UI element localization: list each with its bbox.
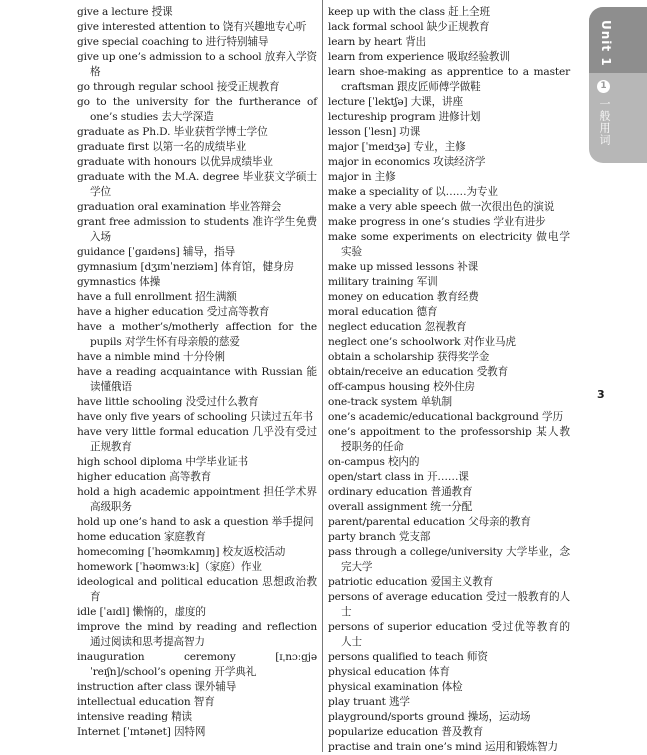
glossary-entry: ordinary education 普通教育 — [328, 486, 473, 498]
glossary-entry: instruction after class 课外辅导 — [77, 681, 237, 693]
glossary-entry: home education 家庭教育 — [77, 531, 206, 543]
glossary-entry: learn shoe-making as apprentice to a master craftsman 跟皮匠师傅学做鞋 — [328, 66, 570, 93]
glossary-entry: open/start class in 开……课 — [328, 471, 469, 483]
glossary-entry: neglect education 忽视教育 — [328, 321, 467, 333]
glossary-entry: go through regular school 接受正规教育 — [77, 81, 280, 93]
glossary-entry: have very little formal education 几乎没有受过正规教育 — [77, 426, 317, 453]
glossary-entry: give interested attention to 饶有兴趣地专心听 — [77, 21, 307, 33]
glossary-entry: learn from experience 吸取经验教训 — [328, 51, 510, 63]
glossary-entry: party branch 党支部 — [328, 531, 431, 543]
glossary-entry: make a speciality of 以……为专业 — [328, 186, 498, 198]
glossary-entry: have a higher education 受过高等教育 — [77, 306, 270, 318]
glossary-entry: graduation oral examination 毕业答辩会 — [77, 201, 282, 213]
glossary-entry: popularize education 普及教育 — [328, 726, 484, 738]
glossary-entry: Internet [ˈɪntənet] 因特网 — [77, 726, 206, 738]
glossary-entry: have a reading acquaintance with Russian 能读懂俄语 — [77, 366, 317, 393]
glossary-entry: graduate with the M.A. degree 毕业获文学硕士学位 — [77, 171, 317, 198]
glossary-entry: military training 军训 — [328, 276, 438, 288]
glossary-entry: one-track system 单轨制 — [328, 396, 452, 408]
glossary-entry: moral education 德育 — [328, 306, 438, 318]
glossary-entry: intensive reading 精读 — [77, 711, 192, 723]
section-label: 一般用词 — [598, 98, 611, 146]
glossary-entry: make some experiments on electricity 做电学实验 — [328, 231, 570, 258]
glossary-entry: major [ˈmeɪdʒə] 专业，主修 — [328, 141, 466, 153]
glossary-column-right — [328, 5, 570, 755]
glossary-entry: have a full enrollment 招生满额 — [77, 291, 237, 303]
glossary-entry: gymnastics 体操 — [77, 276, 161, 288]
glossary-entry: ideological and political education 思想政治教育 — [77, 576, 317, 603]
glossary-entry: inauguration ceremony [ɪˌnɔːgjəˈreɪʃn]/school’s opening 开学典礼 — [77, 651, 317, 678]
glossary-entry: keep up with the class 赶上全班 — [328, 6, 490, 18]
glossary-entry: give up one’s admission to a school 放弃入学资格 — [77, 51, 317, 78]
glossary-entry: have a mother’s/motherly affection for the pupils 对学生怀有母亲般的慈爱 — [77, 321, 317, 348]
glossary-entry: go to the university for the furtherance of one’s studies 去大学深造 — [77, 96, 317, 123]
glossary-entry: lectureship program 进修计划 — [328, 111, 481, 123]
glossary-entry: lecture [ˈlektʃə] 大课，讲座 — [328, 96, 463, 108]
section-number-badge: 1 — [597, 80, 610, 93]
glossary-entry: pass through a college/university 大学毕业，念完大学 — [328, 546, 570, 573]
glossary-entry: learn by heart 背出 — [328, 36, 427, 48]
glossary-entry: physical examination 体检 — [328, 681, 463, 693]
glossary-entry: lack formal school 缺少正规教育 — [328, 21, 490, 33]
glossary-entry: on-campus 校内的 — [328, 456, 420, 468]
glossary-entry: major in 主修 — [328, 171, 396, 183]
glossary-entry: hold up one’s hand to ask a question 举手提问 — [77, 516, 314, 528]
glossary-entry: give a lecture 授课 — [77, 6, 173, 18]
glossary-entry: off-campus housing 校外住房 — [328, 381, 475, 393]
column-divider — [322, 0, 323, 752]
glossary-entry: one’s academic/educational background 学历 — [328, 411, 563, 423]
glossary-entry: overall assignment 统一分配 — [328, 501, 473, 513]
glossary-entry: homecoming [ˈhəʊmkʌmɪŋ] 校友返校活动 — [77, 546, 286, 558]
glossary-entry: high school diploma 中学毕业证书 — [77, 456, 248, 468]
glossary-entry: have only five years of schooling 只读过五年书 — [77, 411, 313, 423]
glossary-entry: graduate first 以第一名的成绩毕业 — [77, 141, 247, 153]
glossary-entry: have little schooling 没受过什么教育 — [77, 396, 259, 408]
glossary-entry: graduate with honours 以优异成绩毕业 — [77, 156, 273, 168]
glossary-entry: make up missed lessons 补课 — [328, 261, 479, 273]
glossary-entry: playground/sports ground 操场，运动场 — [328, 711, 531, 723]
glossary-entry: homework [ˈhəʊmwɜːk]（家庭）作业 — [77, 561, 262, 573]
glossary-entry: play truant 逃学 — [328, 696, 410, 708]
glossary-entry: gymnasium [dʒɪmˈneɪziəm] 体育馆，健身房 — [77, 261, 294, 273]
glossary-entry: have a nimble mind 十分伶俐 — [77, 351, 225, 363]
glossary-entry: neglect one’s schoolwork 对作业马虎 — [328, 336, 516, 348]
glossary-entry: money on education 教育经费 — [328, 291, 479, 303]
glossary-entry: persons qualified to teach 师资 — [328, 651, 488, 663]
unit-label: Unit 1 — [599, 20, 613, 67]
glossary-entry: major in economics 攻读经济学 — [328, 156, 486, 168]
glossary-entry: persons of average education 受过一般教育的人士 — [328, 591, 570, 618]
glossary-entry: idle [ˈaɪdl] 懒惰的，虚度的 — [77, 606, 206, 618]
glossary-entry: guidance [ˈgaɪdəns] 辅导，指导 — [77, 246, 236, 258]
glossary-entry: improve the mind by reading and reflection 通过阅读和思考提高智力 — [77, 621, 317, 648]
glossary-entry: obtain a scholarship 获得奖学金 — [328, 351, 490, 363]
glossary-entry: graduate as Ph.D. 毕业获哲学博士学位 — [77, 126, 268, 138]
glossary-entry: parent/parental education 父母亲的教育 — [328, 516, 531, 528]
glossary-entry: persons of superior education 受过优等教育的人士 — [328, 621, 570, 648]
glossary-entry: hold a high academic appointment 担任学术界高级职务 — [77, 486, 317, 513]
page-number: 3 — [597, 388, 605, 401]
glossary-entry: intellectual education 智育 — [77, 696, 215, 708]
glossary-entry: patriotic education 爱国主义教育 — [328, 576, 494, 588]
glossary-entry: obtain/receive an education 受教育 — [328, 366, 509, 378]
glossary-entry: practise and train one’s mind 运用和锻炼智力 — [328, 741, 558, 753]
glossary-entry: give special coaching to 进行特别辅导 — [77, 36, 269, 48]
glossary-entry: lesson [ˈlesn] 功课 — [328, 126, 421, 138]
glossary-entry: make a very able speech 做一次很出色的演说 — [328, 201, 555, 213]
glossary-entry: higher education 高等教育 — [77, 471, 212, 483]
glossary-column-left — [77, 5, 317, 740]
glossary-entry: physical education 体育 — [328, 666, 450, 678]
glossary-entry: make progress in one’s studies 学业有进步 — [328, 216, 546, 228]
glossary-entry: one’s appoitment to the professorship 某人教授职务的任命 — [328, 426, 570, 453]
glossary-entry: grant free admission to students 准许学生免费入场 — [77, 216, 317, 243]
